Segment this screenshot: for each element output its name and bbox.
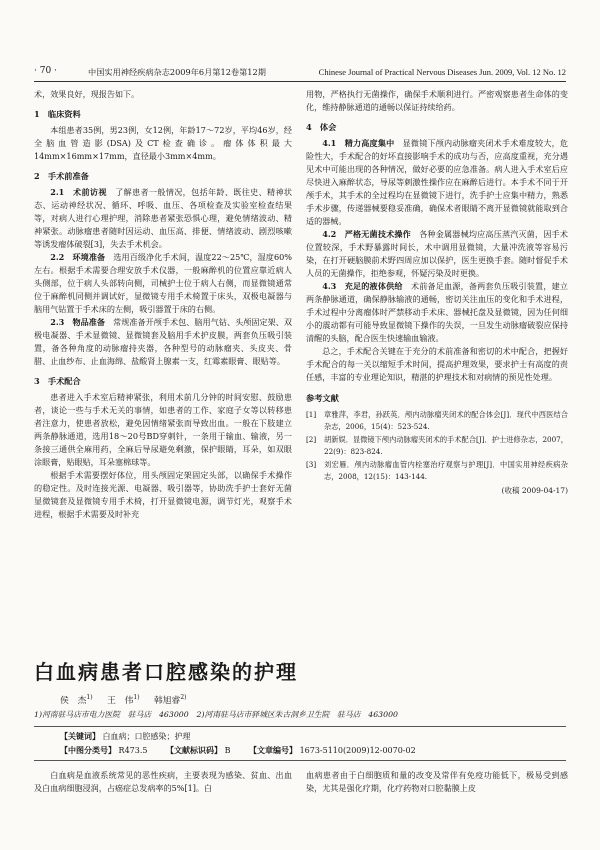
section-3-paragraph-1: 患者进入手术室后精神紧张，利用术前几分钟的时间安慰、鼓励患者，谈论一些与手术无关的事情，如患者的工作、家庭子女等以转移患者注意力，使患者放松，避免因情绪紧张而导致出血。一般在下肢建立两条静脉通道，选用18～20号BD穿刺针，一条用于输血、输液，另一条接三通供全麻用药，全麻后导尿避免剩激，保护眼睛，耳朵，如双眼涂眼膏，贴眼贴，耳朵塞棉球等。 bbox=[34, 392, 292, 467]
article2-right-column bbox=[306, 769, 568, 795]
journal-title-cn: 中国实用神经疾病杂志2009年6月第12卷第12期 bbox=[88, 67, 266, 77]
journal-title-en: Chinese Journal of Practical Nervous Diseases Jun. 2009, Vol. 12 No. 12 bbox=[318, 67, 566, 77]
header-rule bbox=[34, 81, 566, 82]
keywords-line bbox=[60, 731, 191, 742]
article2-body-start: 白血病是血液系统常见的恶性疾病，主要表现为感染、贫血、出血及白血病细胞浸润，占癌症总发病率的5%[1]。白 bbox=[34, 770, 292, 793]
section-2-2-paragraph bbox=[34, 251, 292, 316]
reference-item bbox=[306, 409, 568, 432]
reference-number: [3] bbox=[306, 460, 317, 469]
metadata-rule-top bbox=[34, 726, 566, 727]
section-4-1-paragraph bbox=[306, 137, 568, 228]
section-2-title: 2 手术前准备 bbox=[34, 171, 89, 181]
section-4-3-heading: 4.3 充足的液体供给 bbox=[322, 281, 403, 291]
author-name: 侯 杰 bbox=[60, 696, 87, 706]
keywords-value: 白血病；口腔感染；护理 bbox=[102, 732, 191, 741]
article2-left-column bbox=[34, 769, 292, 795]
doc-code-value: B bbox=[224, 746, 231, 755]
section-4-1-body: 显微镜下颅内动脉瘤夹闭术手术难度较大，危险性大，手术配合的好坏直接影响手术的成功与否，应高度重视，充分遇见术中可能出现的各种情况，做好必要的应急准备。病人进入手术室后应尽快进入麻醉状态，导尿等刺激性操作应在麻醉后进行。本手术不同于开颅手术，其手术的全过程均在显微镜下进行，洗手护士应集中精力，熟悉手术步骤，传递器械要稳妥准确，确保术者眼睛不离开显微镜就能取到合适的器械。 bbox=[306, 138, 568, 226]
reference-number: [2] bbox=[306, 435, 317, 444]
section-2-3-heading: 2.3 物品准备 bbox=[50, 317, 105, 327]
section-4-3-body: 术前备足血源，备两套负压吸引装置，建立两条静脉通道，确保静脉输液的通畅，密切关注血压的变化和手术进程，手术过程中分离瘤体时严禁移动手术床、器械托盘及显微镜，因为任何细小的震动都有可能导致显微镜下操作的失误，一旦发生动脉瘤破裂应保持清醒的头脑，配合医生快速输血输液。 bbox=[306, 281, 568, 343]
reference-number: [1] bbox=[306, 410, 317, 419]
author-name: 韩旭睿 bbox=[153, 696, 181, 706]
article2-body-continued: 血病患者由于白细胞质和量的改变及常伴有免疫功能低下，极易受到感染，尤其是强化疗期，化疗药物对口腔黏膜上皮 bbox=[306, 770, 568, 793]
received-date: (收稿 2009-04-17) bbox=[501, 486, 568, 495]
section-4-2-body: 各种金属器械均应高压蒸汽灭菌，因手术位置较深，手术野暴露时间长，术中调用显微镜，大量冲洗液等容易污染，在打开硬脑膜前术野四周应加以保护，医生更换手套。随时督促手术人员的无菌操作，拒绝参观，怀疑污染及时更换。 bbox=[306, 229, 568, 278]
section-4-2-paragraph bbox=[306, 228, 568, 280]
article-id-label: 【文章编号】 bbox=[249, 745, 298, 755]
author-name: 王 伟 bbox=[106, 696, 134, 706]
author-affiliation: 1)河南驻马店市电力医院 驻马店 463000 2)河南驻马店市驿城区朱古洞乡卫生院 驻马店 463000 bbox=[34, 710, 399, 719]
page-number: · 70 · bbox=[34, 66, 57, 76]
reference-item bbox=[306, 459, 568, 482]
section-3-title: 3 手术配合 bbox=[34, 376, 81, 386]
section-2-1-paragraph bbox=[34, 186, 292, 251]
section-1-title: 1 临床资料 bbox=[34, 109, 81, 119]
section-3-paragraph-2: 根据手术需要摆好体位，用头颅固定架固定头部，以确保手术操作的稳定性。及时连接光源、电凝器、吸引器等，协助洗手护士套好无菌显微镜套及显微镜专用手术椅，打开显微镜电源，调节灯光，观察手术进程，根据手术需要及时补充 bbox=[34, 470, 292, 519]
section-2-2-heading: 2.2 环境准备 bbox=[50, 252, 106, 262]
reference-text: 章雅萍，李君，孙跃英．颅内动脉瘤夹闭术的配合体会[J]．现代中西医结合杂志，2006，15(4)：523-524. bbox=[324, 410, 568, 431]
author-affil-mark: 1) bbox=[133, 694, 140, 702]
section-2-3-paragraph bbox=[34, 316, 292, 368]
section-4-3-paragraph bbox=[306, 280, 568, 345]
class-number-value: R473.5 bbox=[118, 746, 148, 755]
intro-text: 术，效果良好，现报告如下。 bbox=[34, 89, 140, 99]
section-4-1-heading: 4.1 精力高度集中 bbox=[322, 138, 395, 148]
section-2-1-heading: 2.1 术前访视 bbox=[50, 187, 107, 197]
summary-paragraph: 总之，手术配合关键在于充分的术前准备和密切的术中配合，把握好手术配合的每一关以缩短手术时间，提高护理效果，要求护士有高度的责任感，丰富的专业理论知识，精湛的护理技术和对病情的预见性处理。 bbox=[306, 346, 568, 382]
reference-item bbox=[306, 434, 568, 457]
running-header bbox=[34, 66, 566, 80]
article1-left-column bbox=[34, 88, 292, 521]
section-2-3-body: 常规准备开颅手术包、脑用气钻、头颅固定架、双极电凝器、手术显微镜、显微镜套及脑用手术护皮膜，两套负压吸引装置，备各种角度的动脉瘤持夹器，各种型号的动脉瘤夹、头皮夹、骨腊、止血纱布、止血海绵、盐酸肾上腺素一支，红霉素眼膏、眼贴等。 bbox=[34, 317, 292, 366]
metadata-rule-bottom bbox=[34, 760, 566, 761]
class-number-label: 【中图分类号】 bbox=[60, 745, 116, 755]
section-2-2-body: 选用百级净化手术间，温度22～25℃，湿度60%左右。根据手术需要合理安放手术仪器，一般麻醉机的位置应靠近病人头侧部，位于病人头部转向侧，司械护士位于病人右侧，而显微镜通常位于麻醉机同侧并调试好，显微镜专用手术椅置于床头，双极电凝器与脑用气钻置于手术床的左侧，吸引器置于床的右侧。 bbox=[34, 252, 292, 314]
author-affil-mark: 1) bbox=[86, 694, 93, 702]
section-2-1-body: 了解患者一般情况，包括年龄、既往史、精神状态、运动神经状况、循环、呼吸、血压、各项检查及实验室检查结果等，对病人进行心理护理，消除患者紧张恐惧心理，避免情绪波动、精神紧张。动脉瘤患者随时因运动、血压高、排便、情绪波动、剧烈咳嗽等诱发瘤体破裂[3]，失去手术机会。 bbox=[34, 187, 292, 249]
article2-title: 白血病患者口腔感染的护理 bbox=[34, 660, 298, 684]
reference-text: 刘宏雁．颅内动脉瘤血管内栓塞治疗观察与护理[J]．中国实用神经疾病杂志，2008，12(15)：143-144. bbox=[324, 460, 568, 481]
section-4-2-heading: 4.2 严格无菌技术操作 bbox=[322, 229, 411, 239]
references-title: 参考文献 bbox=[306, 393, 339, 403]
article-id-value: 1673-5110(2009)12-0070-02 bbox=[299, 746, 416, 755]
continued-paragraph: 用物，严格执行无菌操作，确保手术顺利进行。严密观察患者生命体的变化，维持静脉通道的通畅以保证持续给药。 bbox=[306, 89, 568, 112]
author-affil-mark: 2) bbox=[180, 694, 187, 702]
section-4-title: 4 体会 bbox=[306, 122, 337, 132]
classification-line bbox=[60, 745, 566, 756]
article1-right-column bbox=[306, 88, 568, 497]
doc-code-label: 【文献标识码】 bbox=[166, 745, 223, 755]
section-1-paragraph: 本组患者35例，男23例，女12例，年龄17～72岁，平均46岁，经全脑血管造影(DSA)及CT检查确诊。瘤体体积最大14mm×16mm×17mm，直径最小3mm×4mm。 bbox=[34, 125, 292, 161]
reference-text: 胡新娱．显微镜下颅内动脉瘤夹闭术的手术配合[J]．护士进修杂志，2007，22(9)：823-824. bbox=[324, 435, 568, 456]
keywords-label: 【关键词】 bbox=[60, 731, 100, 741]
author-list bbox=[60, 693, 187, 706]
